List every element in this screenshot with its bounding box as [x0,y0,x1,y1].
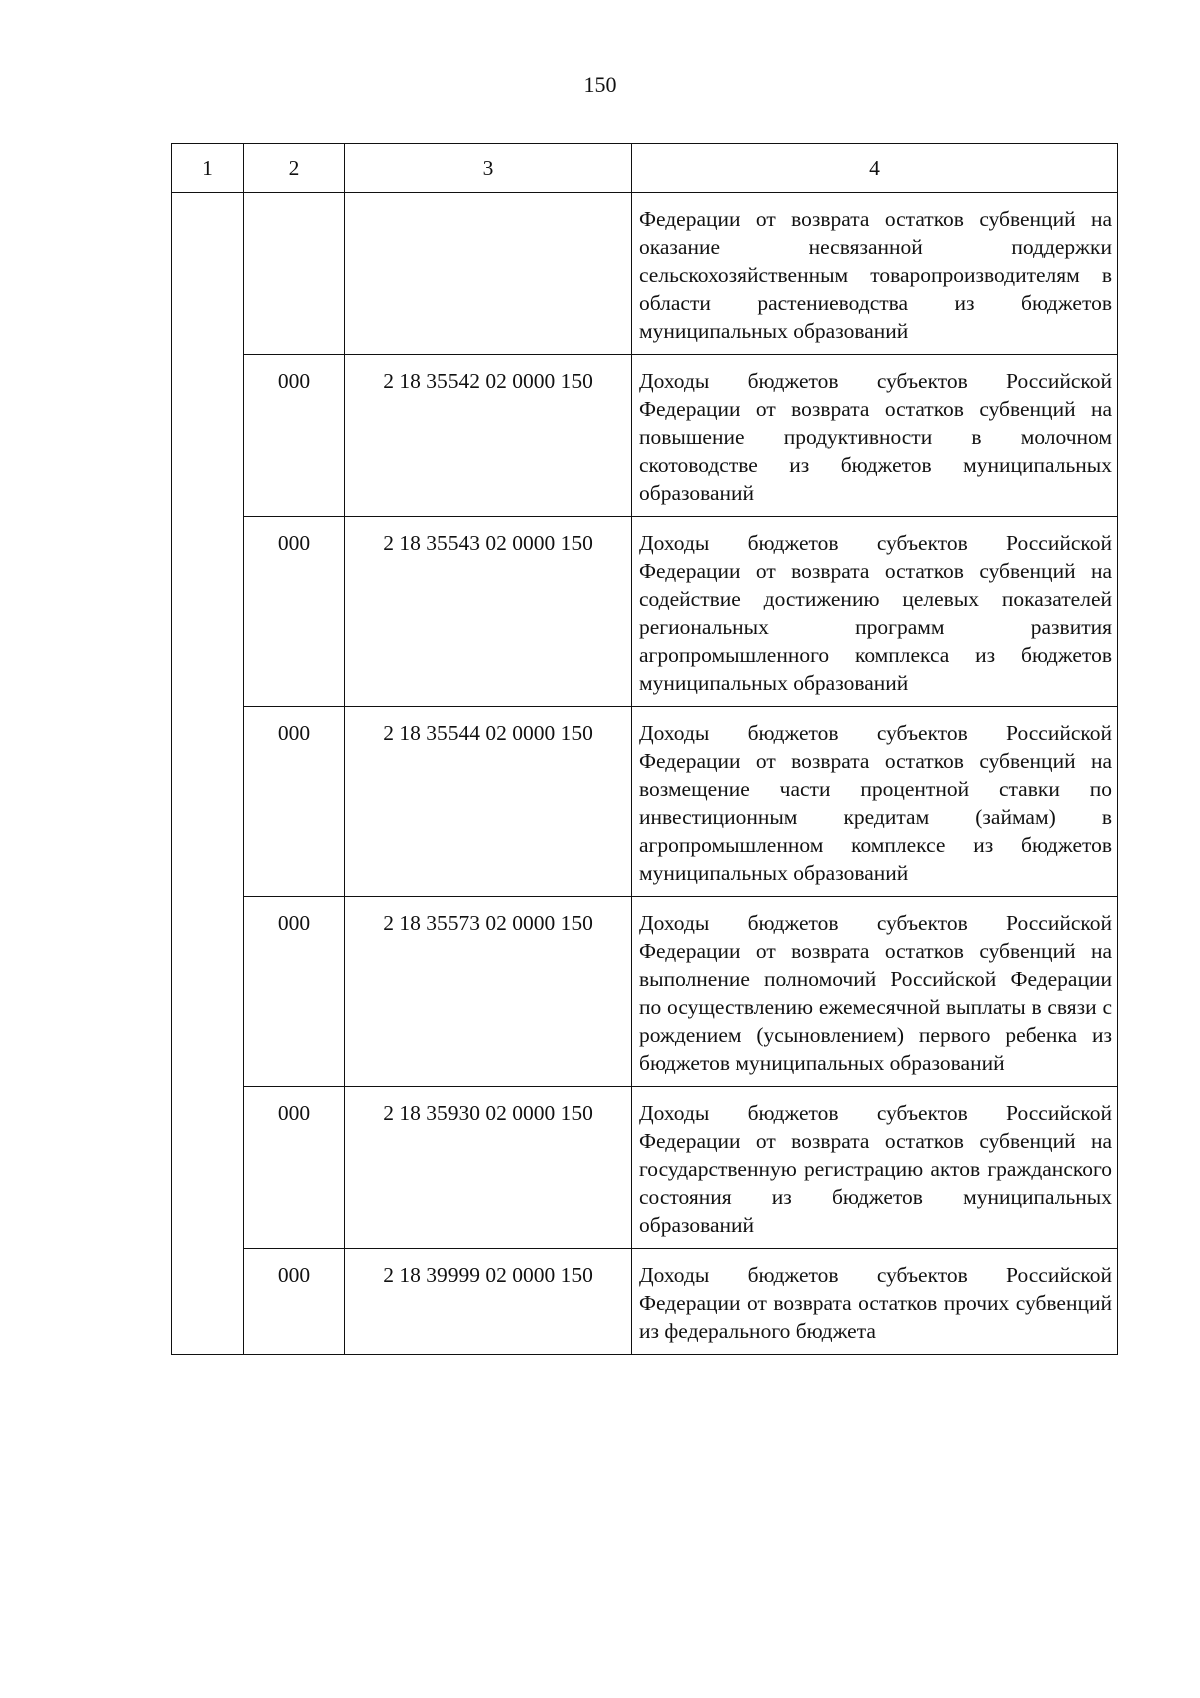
table-row [172,1087,1118,1249]
revenue-name-cell: Доходы бюджетов субъектов Российской Федерации от возврата остатков субвенций на возмещение части процентной ставки по инвестиционным кредитам (займам) в агропромышленном комплексе из бюджетов муниципальных образований [632,707,1118,897]
col-1-merged-cell [172,193,244,1355]
kbk-code-cell [345,193,632,355]
kbk-code-cell: 2 18 39999 02 0000 150 [345,1249,632,1355]
table-row [172,707,1118,897]
header-col-3: 3 [345,144,632,193]
revenue-codes-table [171,143,1118,1355]
revenue-name-cell: Доходы бюджетов субъектов Российской Федерации от возврата остатков прочих субвенций из федерального бюджета [632,1249,1118,1355]
revenue-name-cell: Доходы бюджетов субъектов Российской Федерации от возврата остатков субвенций на повышение продуктивности в молочном скотоводстве из бюджетов муниципальных образований [632,355,1118,517]
kbk-code-cell: 2 18 35930 02 0000 150 [345,1087,632,1249]
header-col-4: 4 [632,144,1118,193]
page-number: 150 [583,72,617,97]
admin-code-cell: 000 [244,355,345,517]
revenue-name-cell: Доходы бюджетов субъектов Российской Федерации от возврата остатков субвенций на содействие достижению целевых показателей региональных программ развития агропромышленного комплекса из бюджетов муниципальных образований [632,517,1118,707]
kbk-code-cell: 2 18 35573 02 0000 150 [345,897,632,1087]
kbk-code-cell: 2 18 35543 02 0000 150 [345,517,632,707]
table-row [172,517,1118,707]
kbk-code-cell: 2 18 35542 02 0000 150 [345,355,632,517]
admin-code-cell: 000 [244,1249,345,1355]
header-col-2: 2 [244,144,345,193]
revenue-name-cell: Доходы бюджетов субъектов Российской Федерации от возврата остатков субвенций на государственную регистрацию актов гражданского состояния из бюджетов муниципальных образований [632,1087,1118,1249]
revenue-name-cell: Доходы бюджетов субъектов Российской Федерации от возврата остатков субвенций на выполнение полномочий Российской Федерации по осуществлению ежемесячной выплаты в связи с рождением (усыновлением) первого ребенка из бюджетов муниципальных образований [632,897,1118,1087]
table-row [172,355,1118,517]
table-row [172,1249,1118,1355]
admin-code-cell: 000 [244,1087,345,1249]
admin-code-cell: 000 [244,707,345,897]
kbk-code-cell: 2 18 35544 02 0000 150 [345,707,632,897]
admin-code-cell: 000 [244,517,345,707]
table-body [172,193,1118,1355]
admin-code-cell: 000 [244,897,345,1087]
revenue-name-cell: Федерации от возврата остатков субвенций на оказание несвязанной поддержки сельскохозяйственным товаропроизводителям в области растениеводства из бюджетов муниципальных образований [632,193,1118,355]
table-row [172,897,1118,1087]
admin-code-cell [244,193,345,355]
header-col-1: 1 [172,144,244,193]
table-row [172,193,1118,355]
table-header-row [172,144,1118,193]
